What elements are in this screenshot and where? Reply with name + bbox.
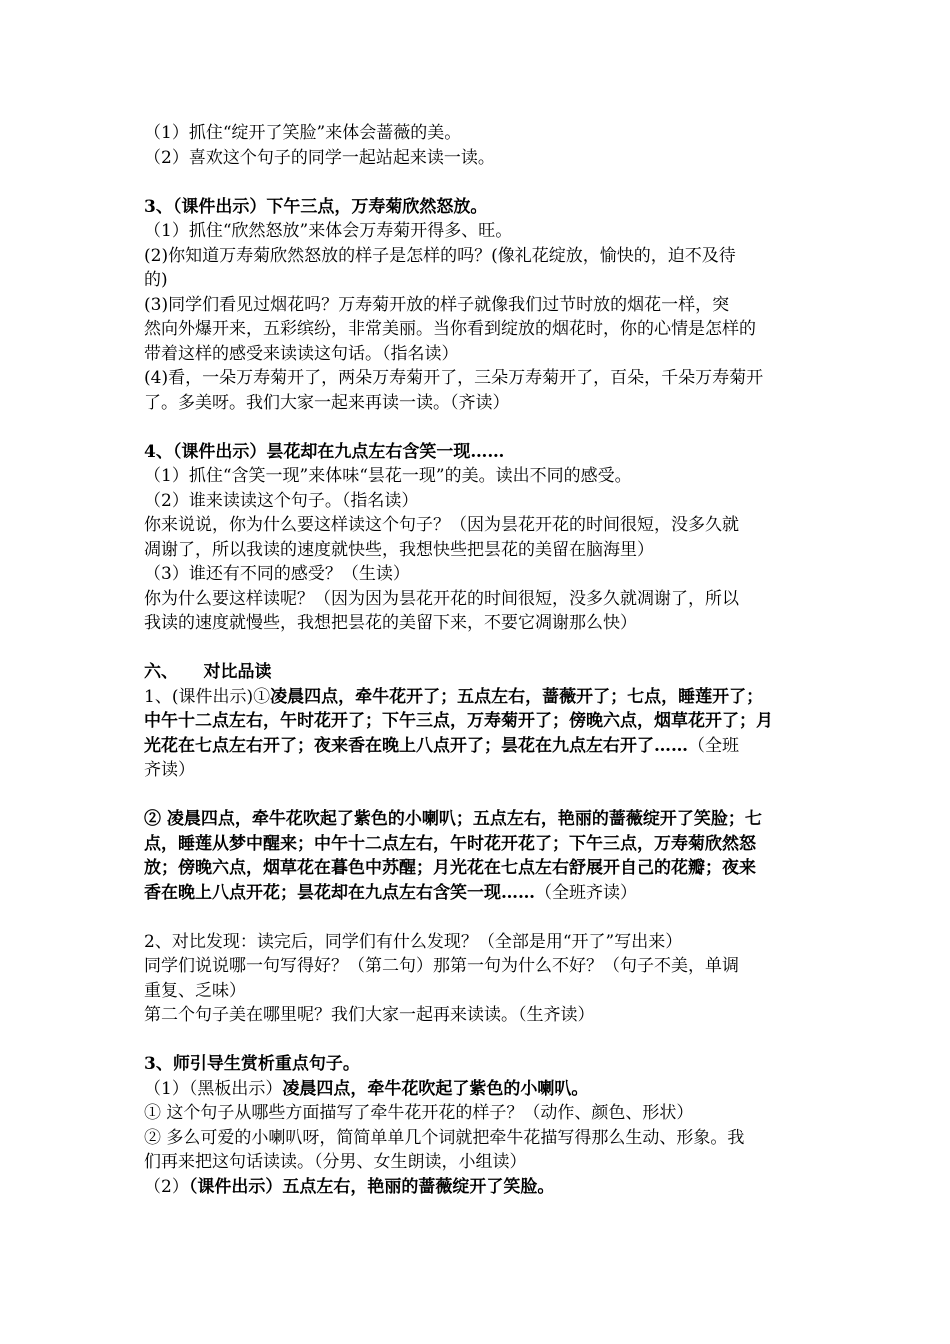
plain-text: 带着这样的感受来读读这句话。（指名读）: [144, 343, 459, 364]
text-line: [144, 440, 810, 465]
bold-text: （课件出示）五点左右，艳丽的蔷薇绽开了笑脸。: [188, 1176, 555, 1197]
plain-text: 1、(课件出示)①: [144, 686, 271, 707]
text-line: [144, 268, 810, 293]
text-line: [144, 391, 810, 416]
bold-text: 点，睡莲从梦中醒来；中午十二点左右，午时花开花了；下午三点，万寿菊欣然怒: [144, 833, 756, 854]
text-line: [144, 1003, 810, 1028]
plain-text: （全班齐读）: [535, 882, 637, 903]
text-line: [144, 1126, 810, 1151]
plain-text: 你为什么要这样读呢？（因为因为昙花开花的时间很短，没多久就凋谢了，所以: [144, 588, 739, 609]
text-line: [144, 734, 810, 759]
text-line: [144, 538, 810, 563]
plain-text: （全班: [688, 735, 739, 756]
bold-text: ② 凌晨四点，牵牛花吹起了紫色的小喇叭；五点左右，艳丽的蔷薇绽开了笑脸；七: [144, 809, 762, 829]
text-line: [144, 660, 810, 685]
text-line: [144, 832, 810, 857]
text-line: [144, 146, 810, 171]
plain-text: ① 这个句子从哪些方面描写了牵牛花开花的样子？（动作、颜色、形状）: [144, 1103, 694, 1123]
text-line: [144, 1077, 810, 1102]
bold-text: 放；傍晚六点，烟草花在暮色中苏醒；月光花在七点左右舒展开自己的花瓣；夜来: [144, 858, 756, 878]
text-line: [144, 366, 810, 391]
plain-text: 凋谢了，所以我读的速度就快些，我想快些把昙花的美留在脑海里）: [144, 539, 654, 560]
text-line: [144, 758, 810, 783]
bold-text: 六、 对比品读: [144, 662, 272, 682]
plain-text: (2)你知道万寿菊欣然怒放的样子是怎样的吗？(像礼花绽放，愉快的，迫不及待: [144, 245, 736, 266]
plain-text: 2、对比发现：读完后，同学们有什么发现？（全部是用“开了”写出来）: [144, 931, 683, 952]
paragraph-gap: [144, 636, 810, 661]
plain-text: （1）抓住“含笑一现”来体味“昙花一现”的美。读出不同的感受。: [144, 466, 632, 486]
plain-text: (3)同学们看见过烟花吗？万寿菊开放的样子就像我们过节时放的烟花一样，突: [144, 294, 730, 315]
plain-text: （1）抓住“欣然怒放”来体会万寿菊开得多、旺。: [144, 221, 513, 241]
plain-text: （2）喜欢这个句子的同学一起站起来读一读。: [144, 147, 495, 168]
bold-text: 中午十二点左右，午时花开了；下午三点，万寿菊开了；傍晚六点，烟草花开了；月: [144, 711, 773, 731]
plain-text: （1）抓住“绽开了笑脸”来体会蔷薇的美。: [144, 123, 462, 143]
paragraph-gap: [144, 783, 810, 808]
text-line: [144, 954, 810, 979]
plain-text: 了。多美呀。我们大家一起来再读一读。（齐读）: [144, 392, 510, 413]
plain-text: 第二个句子美在哪里呢？我们大家一起再来读读。（生齐读）: [144, 1005, 595, 1025]
text-line: [144, 587, 810, 612]
plain-text: 同学们说说哪一句写得好？（第二句）那第一句为什么不好？（句子不美，单调: [144, 956, 739, 976]
plain-text: （2）谁来读读这个句子。（指名读）: [144, 490, 419, 511]
text-line: [144, 219, 810, 244]
text-line: [144, 709, 810, 734]
text-line: [144, 293, 810, 318]
bold-text: 3、师引导生赏析重点句子。: [144, 1054, 360, 1074]
text-line: [144, 244, 810, 269]
bold-text: 3、（课件出示）下午三点，万寿菊欣然怒放。: [144, 196, 488, 217]
text-line: [144, 464, 810, 489]
plain-text: (4)看，一朵万寿菊开了，两朵万寿菊开了，三朵万寿菊开了，百朵，千朵万寿菊开: [144, 368, 764, 388]
plain-text: （2）: [144, 1176, 189, 1197]
text-line: [144, 611, 810, 636]
text-line: [144, 1052, 810, 1077]
text-line: [144, 979, 810, 1004]
text-line: [144, 856, 810, 881]
plain-text: 重复、乏味）: [144, 980, 246, 1001]
text-line: [144, 1175, 810, 1200]
paragraph-gap: [144, 170, 810, 195]
plain-text: （1）（黑板出示）: [144, 1078, 283, 1099]
text-line: [144, 195, 810, 220]
paragraph-gap: [144, 1028, 810, 1053]
bold-text: 4、（课件出示）昙花却在九点左右含笑一现……: [144, 441, 505, 462]
plain-text: 你来说说，你为什么要这样读这个句子？（因为昙花开花的时间很短，没多久就: [144, 515, 739, 535]
plain-text: 们再来把这句话读读。（分男、女生朗读，小组读）: [144, 1152, 527, 1172]
bold-text: 光花在七点左右开了；夜来香在晚上八点开了；昙花在九点左右开了……: [144, 735, 688, 756]
bold-text: 凌晨四点，牵牛花吹起了紫色的小喇叭。: [282, 1078, 589, 1099]
text-line: [144, 685, 810, 710]
text-line: [144, 930, 810, 955]
text-line: [144, 513, 810, 538]
text-line: [144, 881, 810, 906]
plain-text: 然向外爆开来，五彩缤纷，非常美丽。当你看到绽放的烟花时，你的心情是怎样的: [144, 319, 756, 339]
text-line: [144, 1101, 810, 1126]
text-line: [144, 317, 810, 342]
text-line: [144, 342, 810, 367]
text-line: [144, 807, 810, 832]
plain-text: ② 多么可爱的小喇叭呀，简简单单几个词就把牵牛花描写得那么生动、形象。我: [144, 1127, 745, 1148]
plain-text: 的): [144, 270, 168, 290]
bold-text: 香在晚上八点开花；昙花却在九点左右含笑一现……: [144, 882, 535, 903]
text-line: [144, 489, 810, 514]
text-line: [144, 1150, 810, 1175]
text-line: [144, 562, 810, 587]
bold-text: 凌晨四点，牵牛花开了；五点左右，蔷薇开了；七点，睡莲开了；: [270, 686, 764, 707]
plain-text: （3）谁还有不同的感受？（生读）: [144, 564, 410, 584]
paragraph-gap: [144, 415, 810, 440]
plain-text: 齐读）: [144, 760, 195, 780]
paragraph-gap: [144, 905, 810, 930]
plain-text: 我读的速度就慢些，我想把昙花的美留下来，不要它凋谢那么快）: [144, 613, 637, 633]
text-line: [144, 121, 810, 146]
